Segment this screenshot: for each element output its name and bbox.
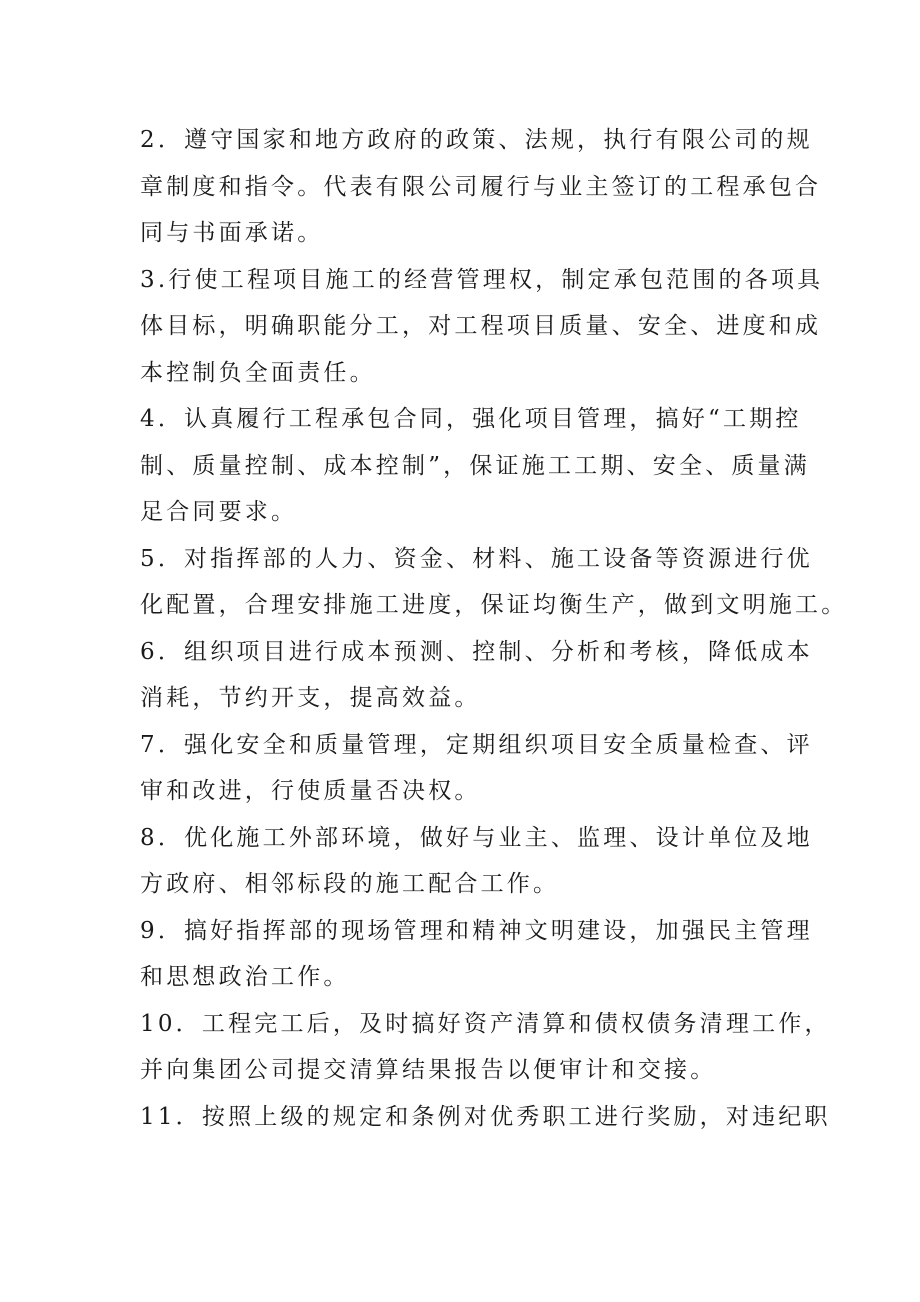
- paragraph-line: 7．强化安全和质量管理，定期组织项目安全质量检查、评: [140, 731, 813, 758]
- paragraph-line: 和思想政治工作。: [140, 964, 350, 990]
- paragraph-item-5: [140, 536, 848, 629]
- paragraph-line: 4．认真履行工程承包合同，强化项目管理，搞好“工期控: [140, 406, 802, 432]
- paragraph-line: 8．优化施工外部环境，做好与业主、监理、设计单位及地: [140, 824, 813, 851]
- paragraph-line: 同与书面承诺。: [140, 220, 324, 246]
- paragraph-line: 6．组织项目进行成本预测、控制、分析和考核，降低成本: [140, 638, 813, 665]
- paragraph-item-11: [140, 1094, 831, 1141]
- paragraph-item-3: [140, 257, 824, 397]
- paragraph-line: 并向集团公司提交清算结果报告以便审计和交接。: [140, 1057, 717, 1083]
- paragraph-line: 11．按照上级的规定和条例对优秀职工进行奖励，对违纪职: [140, 1103, 831, 1130]
- paragraph-item-7: [140, 722, 813, 815]
- paragraph-line: 化配置，合理安排施工进度，保证均衡生产，做到文明施工。: [140, 592, 848, 618]
- document-body: [140, 117, 848, 1140]
- paragraph-line: 足合同要求。: [140, 499, 298, 525]
- paragraph-item-8: [140, 815, 813, 908]
- paragraph-line: 2．遵守国家和地方政府的政策、法规，执行有限公司的规: [140, 127, 813, 153]
- paragraph-item-2: [140, 117, 822, 257]
- paragraph-line: 章制度和指令。代表有限公司履行与业主签订的工程承包合: [140, 173, 822, 200]
- paragraph-line: 体目标，明确职能分工，对工程项目质量、安全、进度和成: [140, 313, 822, 339]
- paragraph-item-9: [140, 908, 813, 1001]
- paragraph-line: 制、质量控制、成本控制”，保证施工工期、安全、质量满: [140, 452, 810, 479]
- paragraph-line: 3.行使工程项目施工的经营管理权，制定承包范围的各项具: [140, 266, 824, 293]
- paragraph-item-4: [140, 396, 810, 536]
- paragraph-item-6: [140, 629, 813, 722]
- paragraph-line: 10．工程完工后，及时搞好资产清算和债权债务清理工作，: [140, 1010, 831, 1037]
- paragraph-line: 消耗，节约开支，提高效益。: [140, 685, 481, 711]
- paragraph-line: 审和改进，行使质量否决权。: [140, 778, 481, 804]
- paragraph-line: 9．搞好指挥部的现场管理和精神文明建设，加强民主管理: [140, 917, 813, 944]
- paragraph-item-10: [140, 1001, 831, 1094]
- paragraph-line: 本控制负全面责任。: [140, 359, 376, 386]
- paragraph-line: 5．对指挥部的人力、资金、材料、施工设备等资源进行优: [140, 545, 813, 572]
- paragraph-line: 方政府、相邻标段的施工配合工作。: [140, 871, 560, 897]
